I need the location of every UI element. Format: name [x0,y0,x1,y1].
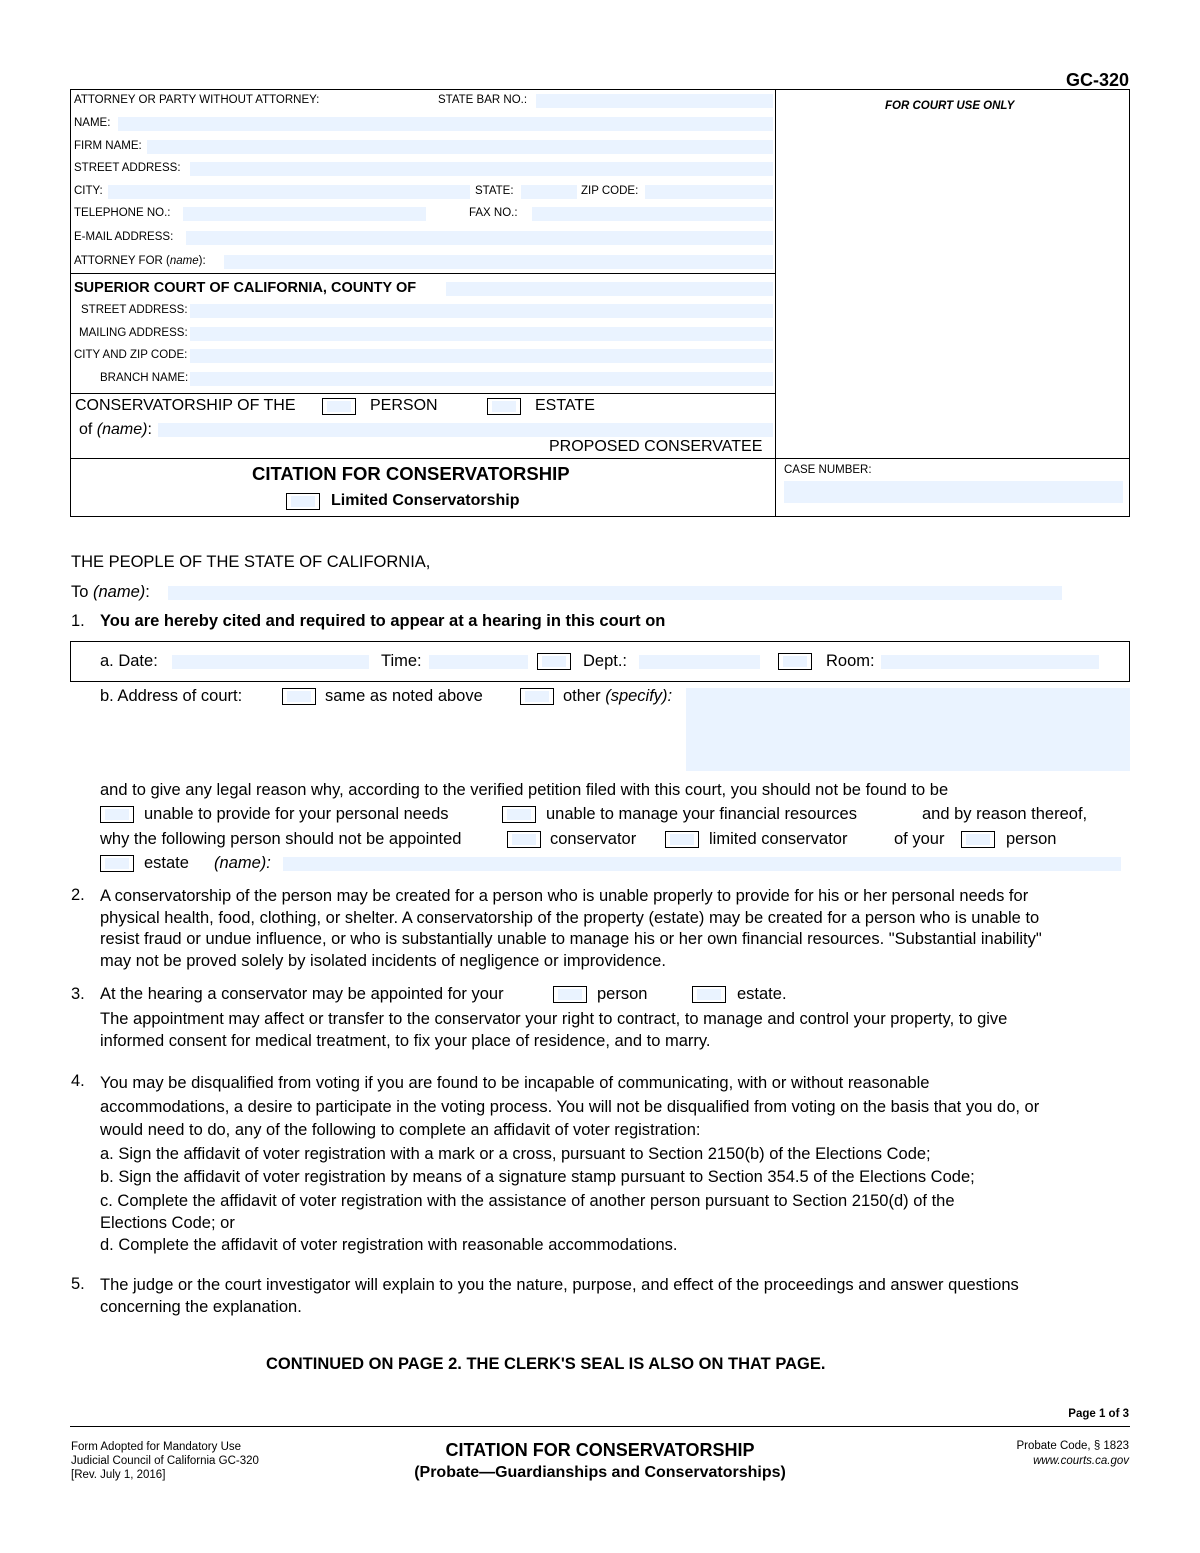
date-label: a. Date: [100,652,158,670]
unable-financial-checkbox[interactable] [502,806,536,823]
name-label: NAME: [74,117,111,129]
date-field[interactable] [172,655,369,669]
item3-estate-checkbox[interactable] [692,986,726,1003]
citation-title: CITATION FOR CONSERVATORSHIP [252,463,570,484]
unable-financial-label: unable to manage your financial resources [546,805,857,823]
person-label: PERSON [370,397,438,414]
court-street-field[interactable] [190,304,773,318]
email-field[interactable] [186,231,773,245]
why-following-label: why the following person should not be appointed [100,830,462,848]
appoint-name-label: (name): [214,854,271,872]
item1-text: You are hereby cited and required to appear at a hearing in this court on [100,612,666,630]
email-label: E-MAIL ADDRESS: [74,231,174,243]
county-field[interactable] [446,282,773,296]
form-id: GC-320 [1065,70,1129,90]
other-address-checkbox[interactable] [520,688,554,705]
conservatee-name-field[interactable] [158,423,773,437]
other-address-field[interactable] [686,688,1130,771]
city-label: CITY: [74,185,103,197]
room-label: Room: [826,652,875,670]
court-branch-field[interactable] [190,372,773,386]
item3-number: 3. [71,985,85,1003]
to-label: To (name): [71,583,150,601]
footer-subtitle: (Probate—Guardianships and Conservatorships) [414,1464,786,1481]
court-city-label: CITY AND ZIP CODE: [74,349,188,361]
unable-personal-checkbox[interactable] [100,806,134,823]
probate-code: Probate Code, § 1823 [1016,1440,1129,1452]
same-address-label: same as noted above [325,687,483,705]
person-checkbox[interactable] [322,398,356,415]
case-number-label: CASE NUMBER: [784,464,872,476]
zip-label: ZIP CODE: [581,185,639,197]
footer-title: CITATION FOR CONSERVATORSHIP [445,1440,755,1460]
fax-label: FAX NO.: [469,207,518,219]
room-checkbox[interactable] [778,653,812,670]
appoint-person-checkbox[interactable] [961,831,995,848]
time-label: Time: [381,652,422,670]
item1-number: 1. [71,612,85,630]
appoint-estate-label: estate [144,854,189,872]
attorney-for-label: ATTORNEY FOR (name): [74,255,206,267]
conservatorship-of-label: CONSERVATORSHIP OF THE [75,397,296,414]
estate-label: ESTATE [535,397,595,414]
item2-number: 2. [71,886,85,904]
court-mailing-field[interactable] [190,327,773,341]
item4-number: 4. [71,1072,85,1090]
item5-text: The judge or the court investigator will explain to you the nature, purpose, and effect of the proceedings and answer questions concerning the explanation. [100,1276,1019,1316]
continued-notice: CONTINUED ON PAGE 2. THE CLERK'S SEAL IS ALSO ON THAT PAGE. [266,1355,826,1373]
court-use-label: FOR COURT USE ONLY [885,100,1015,112]
to-name-field[interactable] [168,586,1062,600]
address-court-label: b. Address of court: [100,687,243,705]
appoint-estate-checkbox[interactable] [100,855,134,872]
attorney-for-field[interactable] [224,255,773,269]
name-field[interactable] [118,117,773,131]
limited-label: Limited Conservatorship [331,492,520,509]
appoint-person-label: person [1006,830,1057,848]
item4-text: You may be disqualified from voting if you are found to be incapable of communicating, with or without reasonable accommodations, a desire to participate in the voting process. You will not be disqualified from voting on the basis that you do, or would need to do, any of the following to complete an affidavit of voter registration: a. Sign the affidavit of voter registration with a mark or a cross, pursuant to Section 2150(b) of the Elections Code; b. Sign the affidavit of voter registration by means of a signature stamp pursuant to Section 354.5 of the Elections Code; c. Complete the affidavit of voter registration with the assistance of another person pursuant to Section 2150(d) of the Elections Code; or d. Complete the affidavit of voter registration with reasonable accommodations. [100,1074,1040,1254]
item2-text: A conservatorship of the person may be created for a person who is unable properly to provide for his or her personal needs for physical health, food, clothing, or shelter. A conservatorship of the property (estate) may be created for a person who is unable to resist fraud or undue influence, or who is substantially unable to manage his or her own financial resources. "Substantial inability" may not be proved solely by isolated incidents of negligence or improvidence. [100,887,1042,970]
attorney-label: ATTORNEY OR PARTY WITHOUT ATTORNEY: [74,94,320,106]
other-address-label: other (specify): [563,687,673,705]
court-branch-label: BRANCH NAME: [100,372,189,384]
of-your-label: of your [894,830,945,848]
limited-checkbox[interactable] [286,493,320,510]
limited-conservator-label: limited conservator [709,830,848,848]
court-city-field[interactable] [190,349,773,363]
item3-paragraph: The appointment may affect or transfer to the conservator your right to contract, to manage and control your property, to give informed consent for medical treatment, to fix your place of residence, and to marry. [100,1010,1008,1050]
state-label: STATE: [475,185,514,197]
conservator-checkbox[interactable] [507,831,541,848]
appoint-name-field[interactable] [283,857,1121,871]
room-field[interactable] [881,655,1099,669]
adopted-note: Form Adopted for Mandatory Use Judicial Council of California GC-320 [Rev. July 1, 2016] [71,1441,259,1481]
item3-text: At the hearing a conservator may be appointed for your [100,985,504,1003]
legal-reason-line: and to give any legal reason why, according to the verified petition filed with this court, you should not be found to be [100,781,949,799]
firm-field[interactable] [147,140,773,154]
item3-person-label: person [597,985,648,1003]
page-number: Page 1 of 3 [1068,1408,1129,1420]
case-number-field[interactable] [784,481,1123,503]
website-link[interactable]: www.courts.ca.gov [1033,1455,1129,1467]
time-field[interactable] [429,655,528,669]
court-mailing-label: MAILING ADDRESS: [79,327,188,339]
proposed-conservatee-label: PROPOSED CONSERVATEE [549,438,763,455]
state-bar-label: STATE BAR NO.: [438,94,528,106]
limited-conservator-checkbox[interactable] [665,831,699,848]
item3-estate-label: estate. [737,985,787,1003]
estate-checkbox[interactable] [487,398,521,415]
zip-field[interactable] [645,185,773,199]
dept-label: Dept.: [583,652,628,670]
phone-field[interactable] [183,207,426,221]
same-address-checkbox[interactable] [282,688,316,705]
city-field[interactable] [108,185,470,199]
firm-label: FIRM NAME: [74,140,142,152]
item5-number: 5. [71,1275,85,1293]
conservator-label: conservator [550,830,637,848]
court-street-label: STREET ADDRESS: [81,304,188,316]
court-title: SUPERIOR COURT OF CALIFORNIA, COUNTY OF [74,280,417,296]
unable-personal-label: unable to provide for your personal needs [144,805,449,823]
of-name-label: of (name): [79,421,152,438]
street-label: STREET ADDRESS: [74,162,181,174]
state-bar-field[interactable] [536,94,773,108]
people-line: THE PEOPLE OF THE STATE OF CALIFORNIA, [71,553,431,571]
dept-checkbox[interactable] [537,653,571,670]
item3-person-checkbox[interactable] [553,986,587,1003]
by-reason-label: and by reason thereof, [922,805,1088,823]
street-field[interactable] [190,162,773,176]
state-field[interactable] [521,185,577,199]
dept-field[interactable] [639,655,760,669]
phone-label: TELEPHONE NO.: [74,207,171,219]
fax-field[interactable] [532,207,773,221]
